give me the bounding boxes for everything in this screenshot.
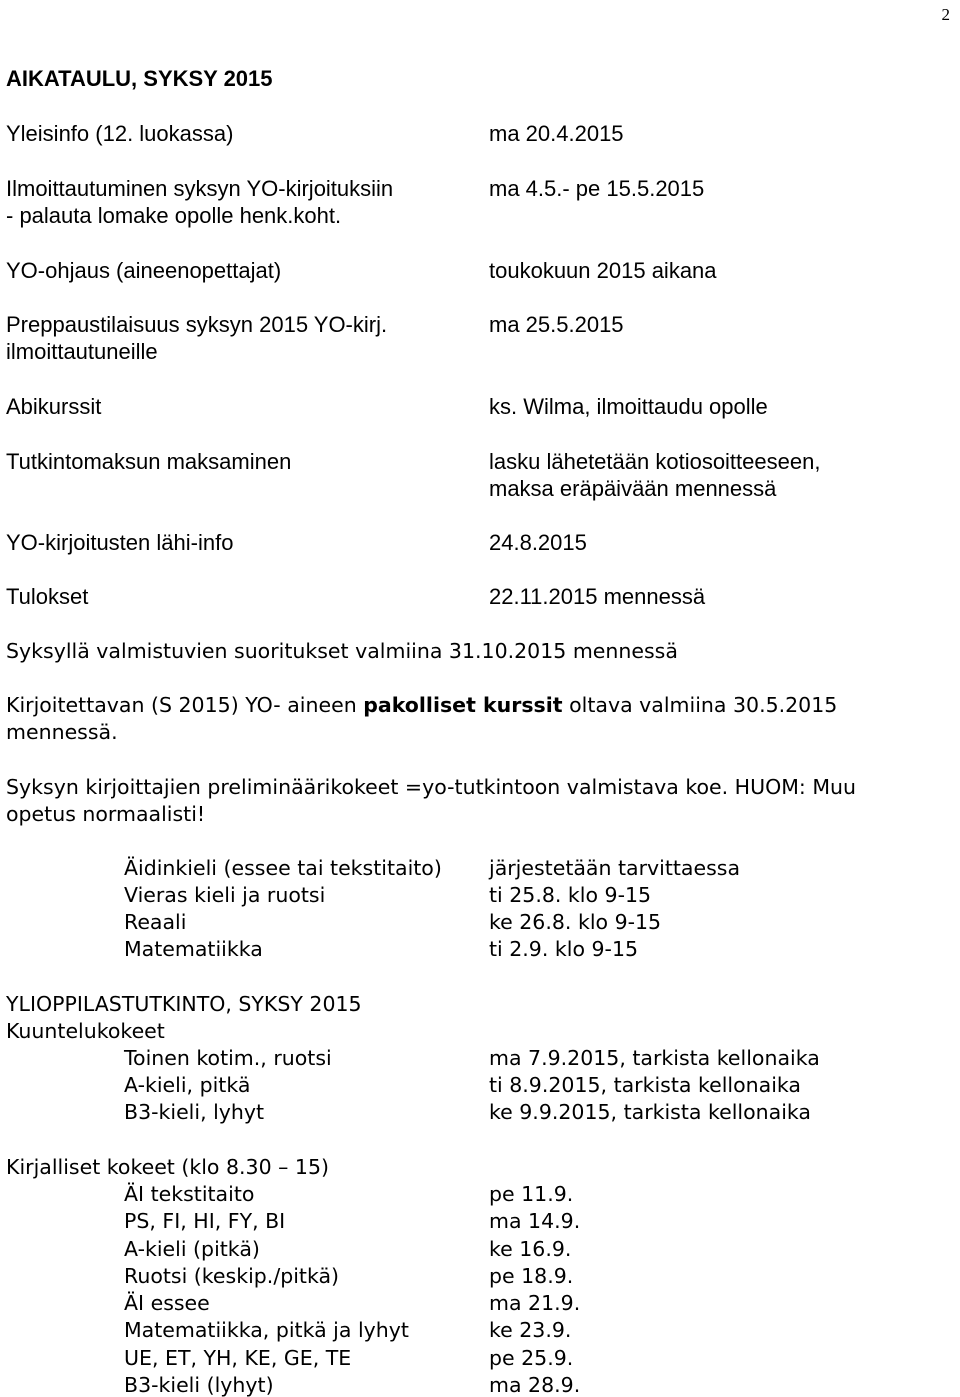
page-number: 2 <box>941 5 950 24</box>
schedule-value: lasku lähetetään kotiosoitteeseen, <box>489 449 821 474</box>
schedule-value: 22.11.2015 mennessä <box>489 584 706 609</box>
kurssit-text: oltava valmiina 30.5.2015 <box>562 693 838 717</box>
kirjalliset-title: Kirjalliset kokeet (klo 8.30 – 15) <box>6 1155 329 1179</box>
kurssit-emphasis: pakolliset kurssit <box>363 693 563 717</box>
schedule-label: YO-kirjoitusten lähi-info <box>6 530 234 555</box>
schedule-value-continued: maksa eräpäivään mennessä <box>489 476 777 501</box>
schedule-label: Ilmoittautuminen syksyn YO-kirjoituksiin <box>6 176 394 201</box>
kirjalliset-subject: UE, ET, YH, KE, GE, TE <box>124 1346 352 1370</box>
kirjalliset-date: ma 21.9. <box>489 1291 581 1315</box>
kirjalliset-subject: PS, FI, HI, FY, BI <box>124 1209 286 1233</box>
kirjalliset-date: pe 18.9. <box>489 1264 574 1288</box>
prelim-date: ti 2.9. klo 9-15 <box>489 937 639 961</box>
prelim-date: ti 25.8. klo 9-15 <box>489 883 652 907</box>
schedule-value: toukokuun 2015 aikana <box>489 258 717 283</box>
kuuntelu-subject: B3-kieli, lyhyt <box>124 1100 265 1124</box>
kirjalliset-subject: B3-kieli (lyhyt) <box>124 1373 274 1397</box>
schedule-value: 24.8.2015 <box>489 530 587 555</box>
schedule-label-continued: ilmoittautuneille <box>6 339 158 364</box>
schedule-label: Abikurssit <box>6 394 102 419</box>
schedule-label: Tutkintomaksun maksaminen <box>6 449 292 474</box>
prelim-date: ke 26.8. klo 9-15 <box>489 910 662 934</box>
kirjalliset-date: ma 14.9. <box>489 1209 581 1233</box>
kuuntelu-title: Kuuntelukokeet <box>6 1019 165 1043</box>
kirjalliset-subject: Ruotsi (keskip./pitkä) <box>124 1264 340 1288</box>
page-title: AIKATAULU, SYKSY 2015 <box>6 66 273 91</box>
kirjalliset-subject: A-kieli (pitkä) <box>124 1237 260 1261</box>
kurssit-text: Kirjoitettavan (S 2015) YO- aineen <box>6 693 364 717</box>
kurssit-line <box>6 695 837 716</box>
schedule-label: Preppaustilaisuus syksyn 2015 YO-kirj. <box>6 312 388 337</box>
schedule-value: ma 4.5.- pe 15.5.2015 <box>489 176 705 201</box>
prelim-line-continued: opetus normaalisti! <box>6 802 206 826</box>
kurssit-line-continued: mennessä. <box>6 720 118 744</box>
schedule-label: Tulokset <box>6 584 89 609</box>
kirjalliset-date: ke 16.9. <box>489 1237 572 1261</box>
kirjalliset-subject: ÄI essee <box>124 1291 210 1315</box>
prelim-subject: Äidinkieli (essee tai tekstitaito) <box>124 856 442 880</box>
kirjalliset-date: pe 11.9. <box>489 1182 574 1206</box>
kirjalliset-date: ma 28.9. <box>489 1373 581 1397</box>
kuuntelu-date: ti 8.9.2015, tarkista kellonaika <box>489 1073 801 1097</box>
schedule-value: ma 20.4.2015 <box>489 121 624 146</box>
schedule-label: YO-ohjaus (aineenopettajat) <box>6 258 282 283</box>
schedule-value: ma 25.5.2015 <box>489 312 624 337</box>
schedule-label: Yleisinfo (12. luokassa) <box>6 121 234 146</box>
prelim-date: järjestetään tarvittaessa <box>489 856 741 880</box>
kirjalliset-date: pe 25.9. <box>489 1346 574 1370</box>
valmiina-line: Syksyllä valmistuvien suoritukset valmiina 31.10.2015 mennessä <box>6 639 678 663</box>
schedule-label-continued: - palauta lomake opolle henk.koht. <box>6 203 342 228</box>
kuuntelu-date: ma 7.9.2015, tarkista kellonaika <box>489 1046 820 1070</box>
kuuntelu-subject: Toinen kotim., ruotsi <box>124 1046 332 1070</box>
kuuntelu-subject: A-kieli, pitkä <box>124 1073 251 1097</box>
yo-title: YLIOPPILASTUTKINTO, SYKSY 2015 <box>6 992 362 1016</box>
kirjalliset-date: ke 23.9. <box>489 1318 572 1342</box>
prelim-subject: Reaali <box>124 910 187 934</box>
kuuntelu-date: ke 9.9.2015, tarkista kellonaika <box>489 1100 811 1124</box>
kirjalliset-subject: ÄI tekstitaito <box>124 1182 255 1206</box>
kirjalliset-subject: Matematiikka, pitkä ja lyhyt <box>124 1318 409 1342</box>
prelim-subject: Matematiikka <box>124 937 263 961</box>
prelim-subject: Vieras kieli ja ruotsi <box>124 883 326 907</box>
schedule-value: ks. Wilma, ilmoittaudu opolle <box>489 394 768 419</box>
prelim-line: Syksyn kirjoittajien preliminäärikokeet =yo-tutkintoon valmistava koe. HUOM: Muu <box>6 775 857 799</box>
